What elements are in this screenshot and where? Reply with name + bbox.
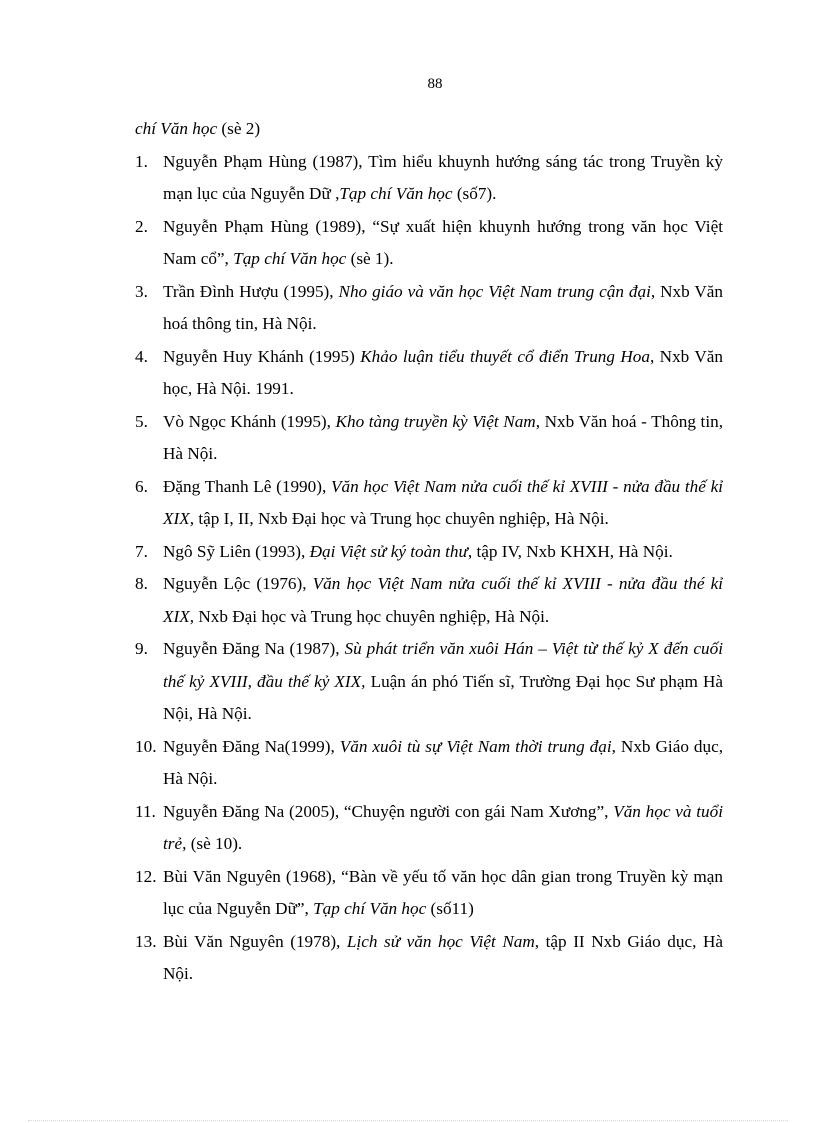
reference-item [135,633,723,731]
reference-text-segment: , tập IV, Nxb KHXH, Hà Nội. [467,541,673,561]
reference-title-italic: Tạp chí Văn học [233,249,347,268]
reference-item [135,276,723,341]
reference-text-segment: , Nxb Văn hoá - Thông tin, Hà Nội. [163,411,724,463]
reference-list [135,146,723,991]
reference-text [163,471,723,536]
reference-title-italic: Văn học Việt Nam nửa cuối thế kỉ XVIII - nửa đầu thế kỉ XIX, [163,476,723,528]
reference-text [163,536,723,569]
reference-number: 8. [135,574,148,593]
reference-number: 2. [135,216,148,236]
reference-text [163,276,723,341]
reference-text [163,731,723,796]
reference-number: 12. [135,866,157,886]
reference-text [163,861,723,926]
reference-text-segment: Bùi Văn Nguyên (1978), [163,931,347,951]
reference-text [163,568,723,633]
reference-text-segment: Đặng Thanh Lê (1990), [163,476,331,496]
bibliography-content [135,113,723,991]
reference-item [135,211,723,276]
reference-number: 3. [135,281,148,301]
reference-text-segment: (số11) [426,899,474,918]
reference-text [163,341,723,406]
reference-item [135,568,723,633]
reference-title-italic: Kho tàng truyền kỳ Việt Nam [335,411,536,431]
reference-text-segment: (sè 1). [346,249,394,268]
continued-reference-line [135,113,723,146]
reference-text-segment: , (sè 10). [182,834,243,853]
reference-text-segment: Bùi Văn Nguyên (1968), “Bàn về yếu tố văn học dân gian trong Truyền kỳ mạn lục của Nguyễn Dữ”, [163,866,723,918]
reference-number: 9. [135,639,148,658]
reference-item [135,471,723,536]
page-bottom-divider [28,1120,788,1121]
reference-text [163,796,723,861]
reference-text-segment: tập I, II, Nxb Đại học và Trung học chuyên nghiệp, Hà Nội. [194,509,609,528]
reference-text-segment: Nguyễn Lộc (1976), [163,574,313,593]
reference-title-italic: Văn xuôi tù sự Việt Nam thời trung đại [339,736,612,756]
reference-item [135,406,723,471]
reference-text-segment: Luận án phó Tiến sĩ, Trường Đại học Sư phạm Hà Nội, Hà Nội. [163,671,723,723]
reference-title-italic: Tạp chí Văn học [313,899,427,918]
reference-number: 6. [135,476,148,496]
reference-text-segment: Nxb Đại học và Trung học chuyên nghiệp, Hà Nội. [194,606,550,626]
reference-title-italic: Nho giáo và văn học Việt Nam trung cận đại [338,281,651,301]
reference-text [163,926,723,991]
reference-item [135,796,723,861]
reference-item [135,536,723,569]
continued-journal-title: chí Văn học [135,119,218,138]
reference-text [163,146,723,211]
reference-text-segment: Ngô Sỹ Liên (1993), [163,541,310,561]
reference-item [135,731,723,796]
reference-text-segment: , Nxb Giáo dục, Hà Nội. [163,736,724,788]
reference-title-italic: Sù phát triển văn xuôi Hán – Việt từ thế kỷ X đến cuối thế kỷ XVIII, đầu thế kỷ XIX, [163,639,723,691]
page-number: 88 [427,76,443,92]
reference-text-segment: , Nxb Văn học, Hà Nội. 1991. [163,346,723,398]
reference-text-segment: (số7). [452,184,497,203]
reference-title-italic: Tạp chí Văn học [339,184,453,203]
reference-title-italic: Lịch sử văn học Việt Nam [346,931,535,951]
reference-title-italic: Khảo luận tiểu thuyết cổ điển Trung Hoa [360,346,650,366]
reference-text-segment: Vò Ngọc Khánh (1995), [163,411,336,431]
reference-title-italic: Văn học và tuổi trẻ [163,801,723,853]
reference-text [163,633,723,731]
continued-issue: (sè 2) [217,119,261,138]
reference-number: 11. [135,801,156,821]
reference-text-segment: Nguyễn Phạm Hùng (1987), Tìm hiểu khuynh hướng sáng tác trong Truyền kỳ mạn lục của Nguyễn Dữ , [163,151,723,203]
reference-number: 7. [135,541,148,561]
reference-number: 10. [135,736,157,756]
reference-number: 1. [135,151,148,171]
reference-text-segment: , Nxb Văn hoá thông tin, Hà Nội. [163,281,723,333]
reference-text-segment: , tập II Nxb Giáo dục, Hà Nội. [163,931,724,983]
reference-text [163,406,723,471]
reference-number: 4. [135,346,148,366]
reference-title-italic: Văn học Việt Nam nửa cuối thế kỉ XVIII - nửa đầu thé kỉ XIX, [163,574,723,626]
reference-text [163,211,723,276]
reference-text-segment: Trần Đình Hượu (1995), [163,281,339,301]
reference-text-segment: Nguyễn Phạm Hùng (1989), “Sự xuất hiện khuynh hướng trong văn học Việt Nam cổ”, [163,216,723,268]
reference-item [135,926,723,991]
reference-text-segment: Nguyễn Đăng Na (2005), “Chuyện người con gái Nam Xương”, [163,801,614,821]
reference-number: 13. [135,931,157,951]
reference-item [135,861,723,926]
reference-title-italic: Đại Việt sử ký toàn thư [309,541,468,561]
reference-text-segment: Nguyễn Đăng Na (1987), [163,639,345,658]
reference-item [135,146,723,211]
reference-item [135,341,723,406]
reference-number: 5. [135,411,148,431]
reference-text-segment: Nguyễn Đăng Na(1999), [163,736,340,756]
reference-text-segment: Nguyễn Huy Khánh (1995) [163,346,361,366]
